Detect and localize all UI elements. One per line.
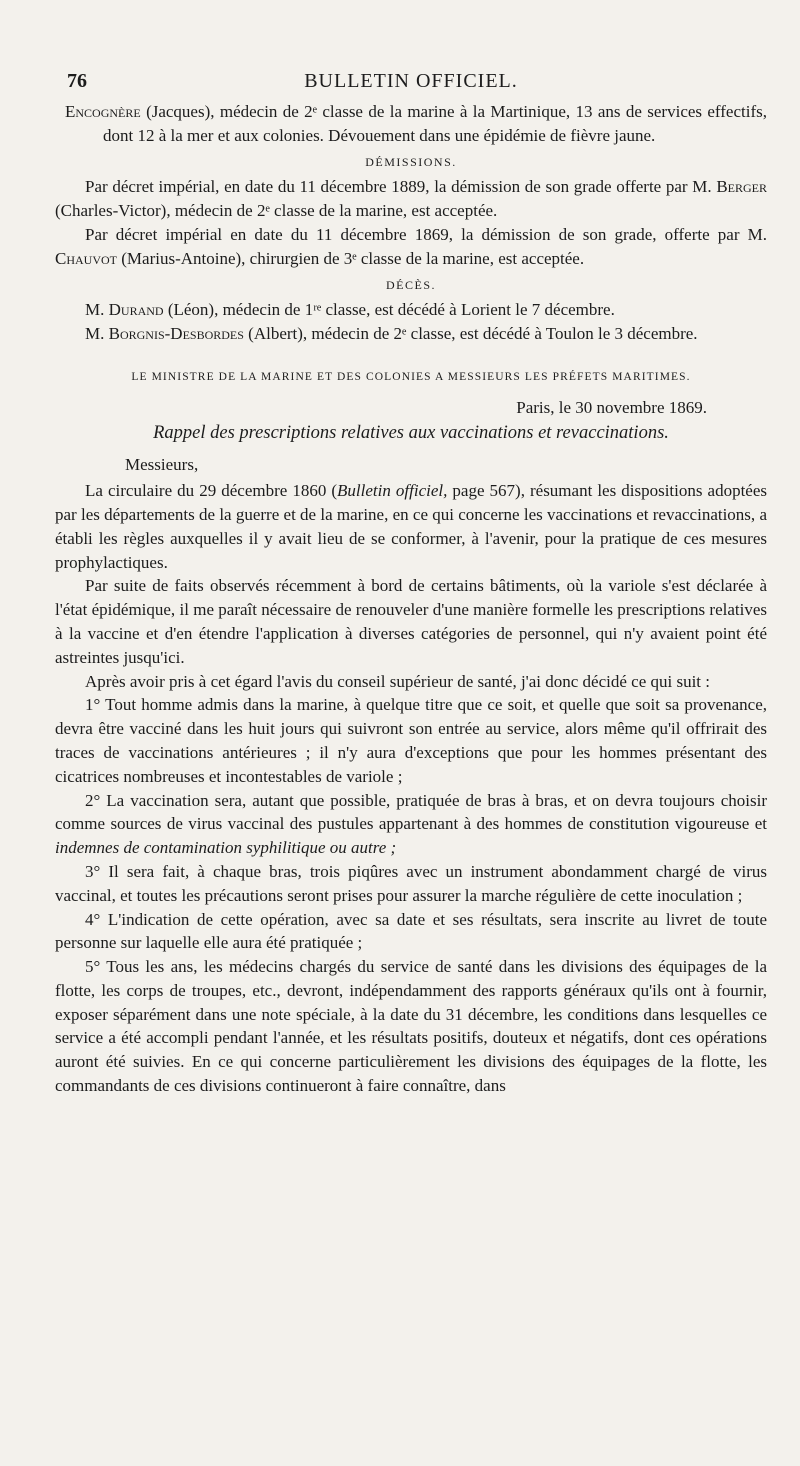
rule-item-1: 1° Tout homme admis dans la marine, à quelque titre que ce soit, et quelle que soit sa provenance, devra être vacciné dans les huit jours qui suivront son entrée au service, alors même qu'il offrirait des traces de vaccinations antérieures ; il n'y aura d'exceptions que pour les hommes présentant des cicatrices nombreuses et incontestables de variole ; [55,695,767,786]
text-run: Par décret impérial, en date du 11 décembre 1889, la démission de son grade offerte par M. [85,177,717,197]
document-page [55,68,767,1098]
page-number: 76 [67,70,87,92]
letter-paragraph-1 [55,479,767,574]
page-header [55,68,767,98]
text-run: (Marius-Antoine), chirurgien de 3ᵉ classe de la marine, est acceptée. [117,248,585,268]
letter-salutation: Messieurs, [125,455,199,475]
letter-subject: Rappel des prescriptions relatives aux vaccinations et revaccinations. [153,422,669,443]
text-run: M. [85,324,109,344]
rule-item-3: 3° Il sera fait, à chaque bras, trois piqûres avec un instrument abondamment chargé de virus vaccinal, et toutes les précautions seront prises pour assurer la marche régulière de cette inoculation ; [55,861,767,905]
letter-paragraph-2: Par suite de faits observés récemment à bord de certains bâtiments, où la variole s'est déclarée à l'état épidémique, il me paraît nécessaire de renouveler d'une manière formelle les prescriptions relatives à la vaccine et d'en étendre l'application à diverses catégories de personnel, qui n'y avaient point été astreintes jusqu'ici. [55,576,767,667]
rule-item-4: 4° L'indication de cette opération, avec sa date et ses résultats, sera inscrite au livret de toute personne sur laquelle elle aura été pratiquée ; [55,909,767,953]
letter-dateline: Paris, le 30 novembre 1869. [516,397,707,417]
letter-paragraph-3: Après avoir pris à cet égard l'avis du conseil supérieur de santé, j'ai donc décidé ce qui suit : [85,671,710,691]
entry-text: (Jacques), médecin de 2ᵉ classe de la marine à la Martinique, 13 ans de services effectifs, dont 12 à la mer et aux colonies. Dévouement dans une épidémie de fièvre jaune. [103,102,767,145]
section-heading-deces: DÉCÈS. [385,277,436,292]
text-run: La circulaire du 29 décembre 1860 ( [85,481,338,501]
person-name: Durand [108,300,164,320]
entry-encognere [55,100,767,148]
italic-emphasis: indemnes de contamination syphilitique ou autre ; [55,838,397,858]
rule-item-5: 5° Tous les ans, les médecins chargés du service de santé dans les divisions des équipages de la flotte, les corps de troupes, etc., devront, indépendamment des rapports généraux qu'ils ont à fournir, exposer séparément dans une note spéciale, à la date du 31 décembre, les conditions dans lesquelles ce service a été accompli pendant l'année, et les résultats positifs, douteux et négatifs, dont ces opérations auront été suivies. En ce qui concerne particulièrement les divisions des équipages de la flotte, les commandants de ces divisions continueront à faire connaître, dans [55,957,767,1096]
text-run: Par décret impérial en date du 11 décembre 1869, la démission de son grade, offerte par M. [85,224,767,244]
text-run: page 567), résumant les dispositions adoptées par les départements de la guerre et de la marine, en ce qui concerne les vaccinations et revaccinations, a établi les règles auxquelles il y avait lieu de se conformer, à l'avenir, pour la pratique de ces mesures prophylactiques. [55,481,767,572]
person-name: Encognère [65,102,141,121]
deces-paragraph-1 [55,298,767,322]
deces-paragraph-2 [55,322,767,346]
text-run: (Léon), médecin de 1ʳᵉ classe, est décédé à Lorient le 7 décembre. [163,300,615,320]
demission-paragraph-2 [55,223,767,271]
person-name: Borgnis-Desbordes [108,324,244,344]
person-name: Chauvot [55,248,117,268]
text-run: (Charles-Victor), médecin de 2ᵉ classe de la marine, est acceptée. [55,201,498,221]
running-title: BULLETIN OFFICIEL. [304,70,518,92]
text-run: M. [85,300,109,320]
person-name: Berger [716,177,767,197]
demission-paragraph-1 [55,175,767,223]
text-run: 2° La vaccination sera, autant que possible, pratiquée de bras à bras, et on devra toujours choisir comme sources de virus vaccinal des pustules appartenant à des hommes de constitution vigoureuse et [55,790,767,834]
minister-address-line: LE MINISTRE DE LA MARINE ET DES COLONIES A MESSIEURS LES PRÉFETS MARITIMES. [131,370,691,383]
rule-item-2 [55,789,767,860]
section-heading-demissions: DÉMISSIONS. [365,154,457,169]
text-run: (Albert), médecin de 2ᵉ classe, est décédé à Toulon le 3 décembre. [243,324,698,344]
bulletin-reference: Bulletin officiel, [337,481,448,501]
